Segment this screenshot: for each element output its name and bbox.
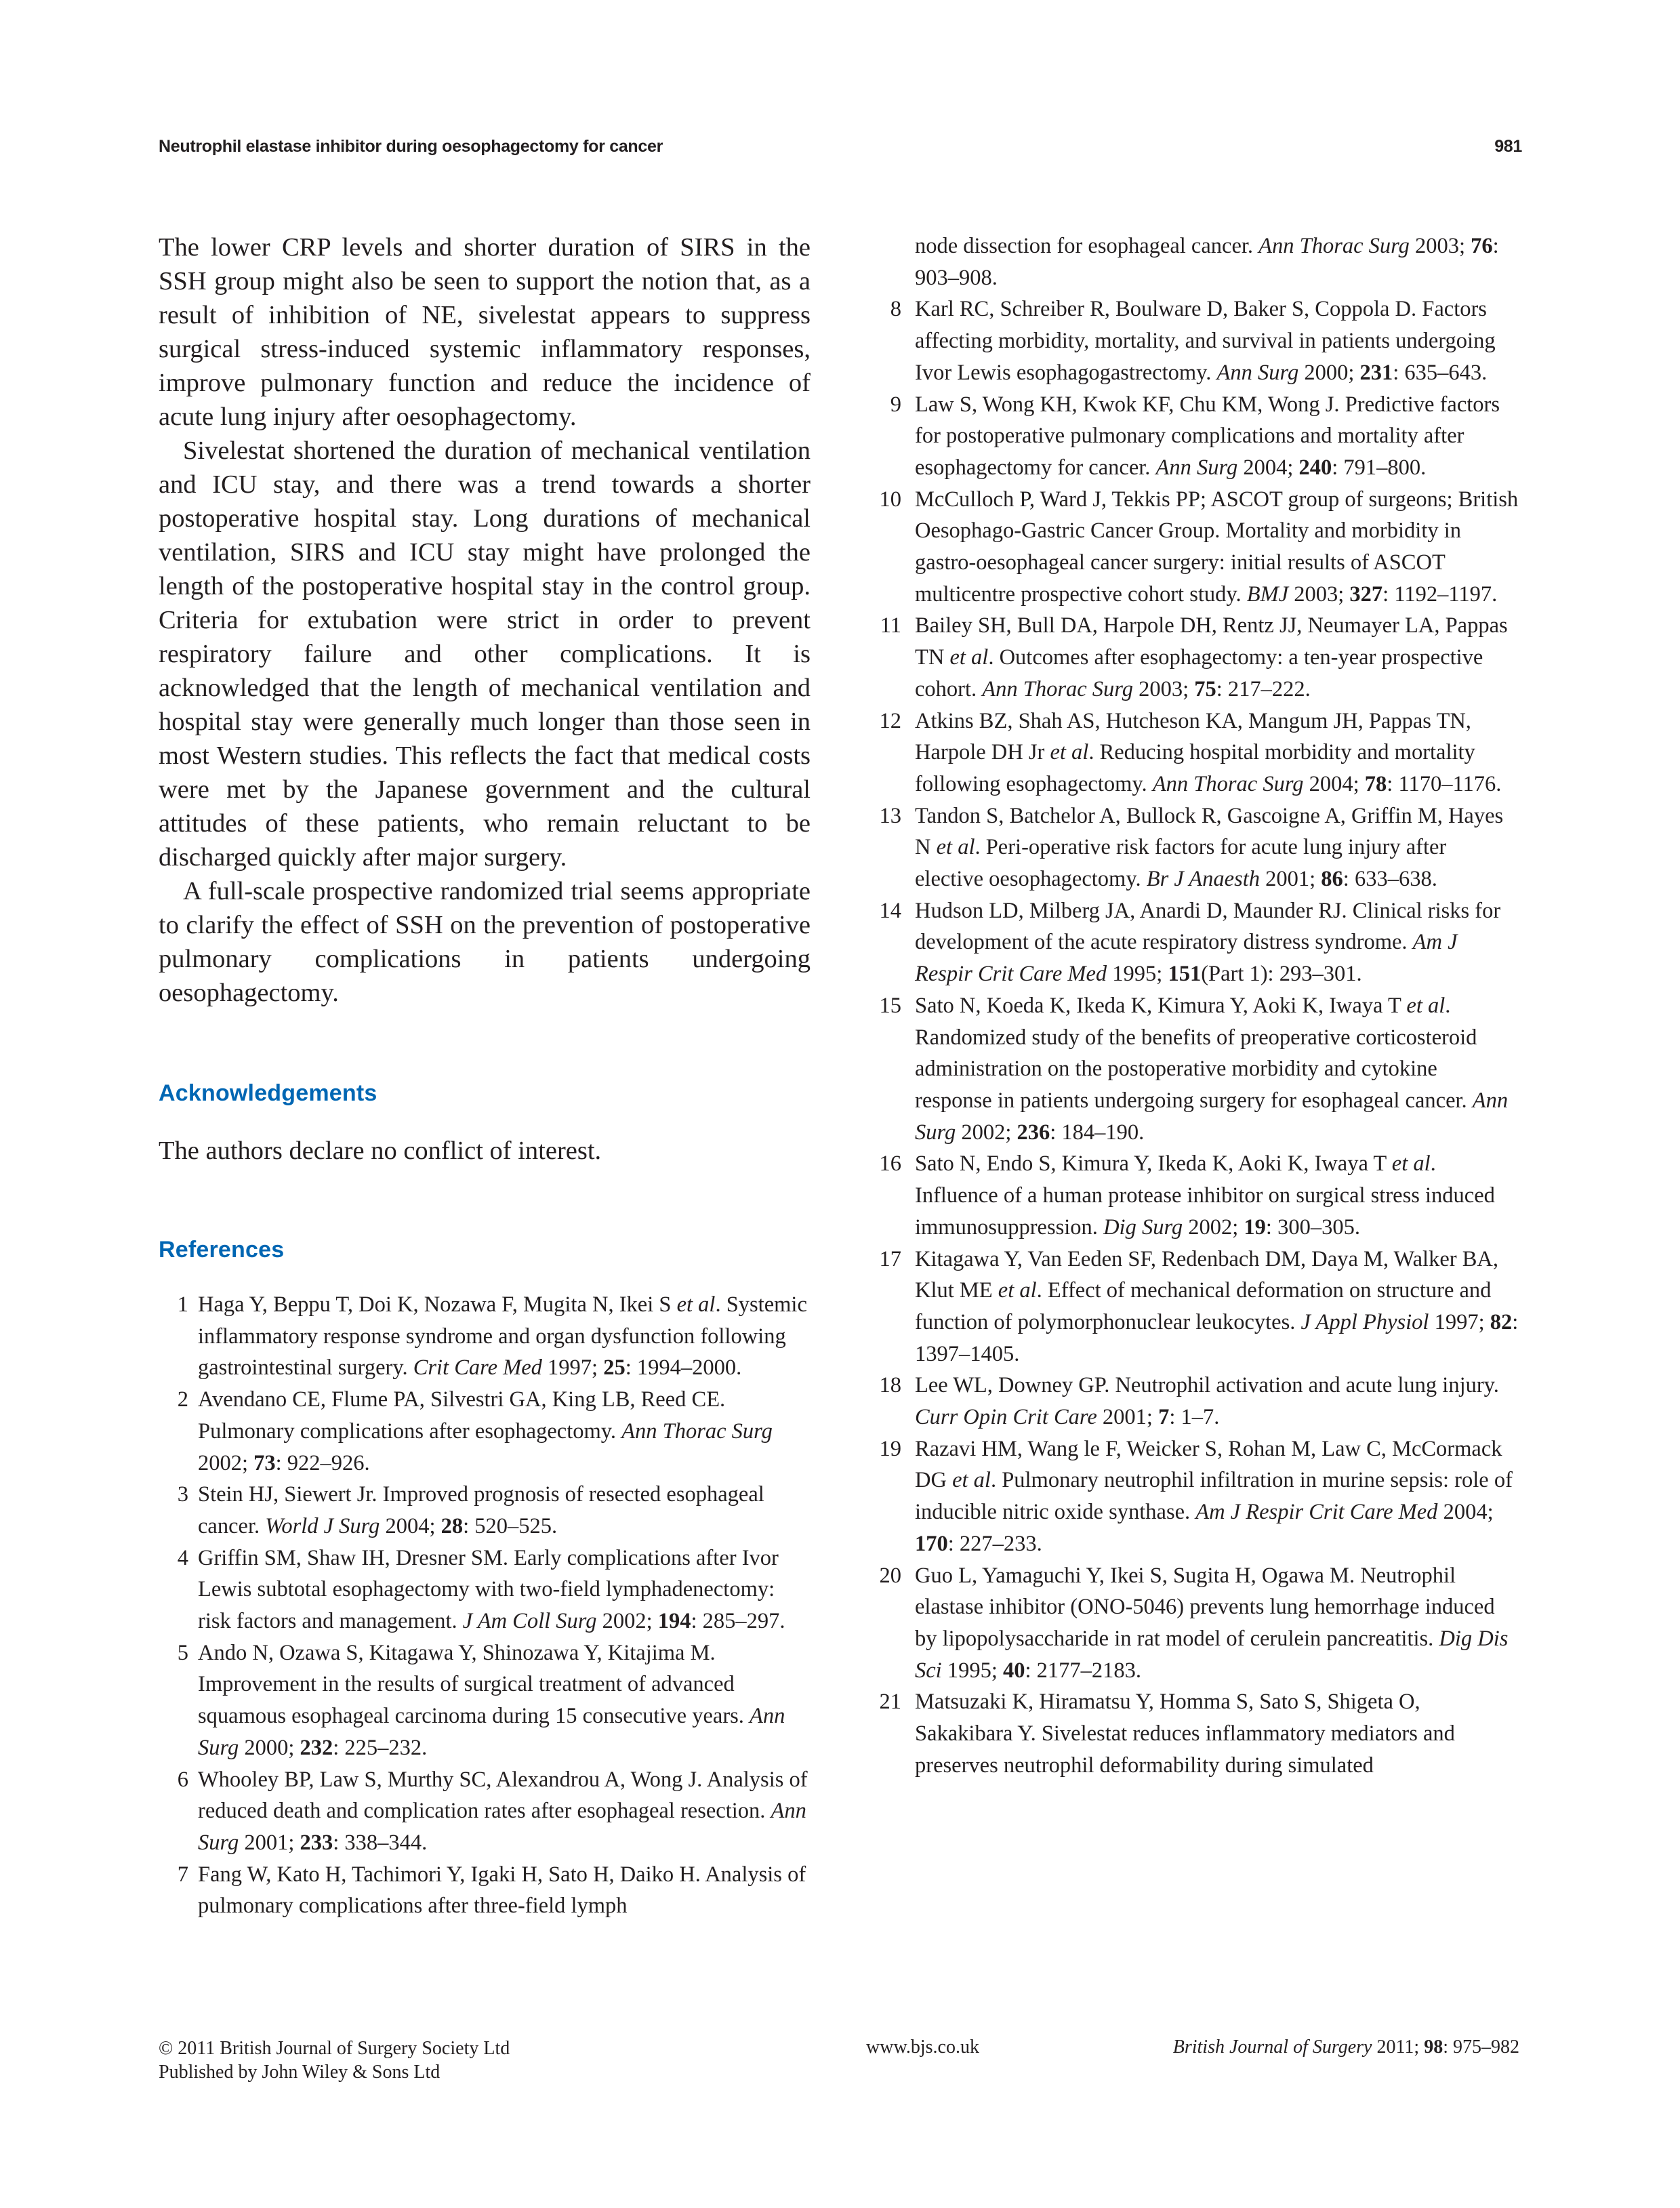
journal-name: Ann Thorac Surg: [982, 676, 1133, 701]
journal-name: Br J Anaesth: [1146, 867, 1261, 892]
journal-name: Ann Thorac Surg: [1152, 771, 1304, 796]
reference-volume: 25: [603, 1355, 626, 1381]
reference-text: [915, 389, 1519, 484]
reference-title: Analysis of reduced death and complication rates after esophageal resection.: [198, 1767, 808, 1824]
reference-text: [915, 706, 1519, 800]
reference-pages: : 1–7.: [1169, 1405, 1220, 1430]
reference-volume: 236: [1017, 1120, 1050, 1145]
reference-authors: Lee WL, Downey GP.: [915, 1373, 1110, 1398]
reference-number: 8: [890, 297, 901, 322]
reference-item: [159, 1859, 811, 1922]
reference-pages: : 227–233.: [947, 1531, 1042, 1556]
reference-number: 18: [879, 1373, 901, 1398]
reference-number: 19: [879, 1436, 901, 1461]
et-al: et al: [676, 1292, 716, 1317]
reference-pages: : 520–525.: [463, 1513, 558, 1538]
reference-volume: 231: [1359, 360, 1393, 385]
reference-authors: Griffin SM, Shaw IH, Dresner SM.: [198, 1545, 508, 1570]
reference-year: 2003;: [1132, 676, 1195, 701]
reference-text: [198, 1859, 811, 1922]
reference-year: 2002;: [1183, 1214, 1244, 1240]
reference-title: Improved prognosis of resected esophageal cancer.: [198, 1482, 764, 1538]
reference-text: [198, 1764, 811, 1859]
reference-text: [198, 1289, 811, 1384]
reference-number: 3: [177, 1482, 188, 1507]
page-number: 981: [1494, 136, 1522, 156]
reference-text: [915, 895, 1519, 990]
reference-volume: 40: [1003, 1658, 1025, 1683]
reference-authors: Kitagawa Y, Van Eeden SF, Redenbach DM, Daya M, Walker BA, Klut ME: [915, 1246, 1498, 1303]
running-title: Neutrophil elastase inhibitor during oesophagectomy for cancer: [159, 136, 663, 156]
reference-number: 15: [879, 993, 901, 1018]
reference-item: [861, 1148, 1519, 1243]
reference-text: [915, 1370, 1519, 1433]
reference-year: 2000;: [239, 1735, 300, 1760]
journal-citation: British Journal of Surgery 2011; 98: 975–982: [1172, 2037, 1519, 2058]
reference-title: . Pulmonary neutrophil infiltration in murine sepsis: role of inducible nitric oxide synthase.: [915, 1468, 1513, 1525]
reference-authors: McCulloch P, Ward J, Tekkis PP; ASCOT group of surgeons; British Oesophago-Gastric Cancer Group.: [915, 487, 1519, 544]
reference-number: 7: [177, 1862, 188, 1887]
reference-authors: Whooley BP, Law S, Murthy SC, Alexandrou A, Wong J.: [198, 1767, 703, 1792]
journal-name: Ann Surg: [198, 1704, 785, 1760]
reference-year: 2002;: [198, 1450, 254, 1475]
journal-name: Ann Surg: [1155, 455, 1238, 480]
reference-text: [198, 1542, 811, 1637]
reference-text: [915, 800, 1519, 895]
reference-number: 9: [890, 392, 901, 417]
reference-number: 13: [879, 803, 901, 828]
reference-item: [861, 610, 1519, 705]
reference-item: [159, 1384, 811, 1479]
reference-volume: 327: [1349, 581, 1383, 607]
reference-authors: Stein HJ, Siewert Jr.: [198, 1482, 377, 1507]
reference-title: Mortality and morbidity in gastro-oesophageal cancer surgery: initial results of ASCOT multicentre prospective cohort study.: [915, 518, 1462, 607]
reference-pages: : 922–926.: [275, 1450, 370, 1475]
reference-item: [861, 1686, 1519, 1781]
reference-authors: Hudson LD, Milberg JA, Anardi D, Maunder RJ.: [915, 898, 1347, 923]
reference-volume: 233: [300, 1830, 333, 1855]
reference-volume: 151: [1168, 962, 1202, 987]
reference-item: [159, 1289, 811, 1384]
left-column: [159, 230, 811, 1922]
reference-volume: 86: [1321, 867, 1343, 892]
reference-year: 2001;: [1097, 1405, 1159, 1430]
volume: 76: [1471, 234, 1493, 258]
reference-text: [915, 1686, 1519, 1781]
et-al: et al: [949, 645, 989, 670]
reference-title: Analysis of pulmonary complications after three-field lymph: [198, 1862, 806, 1919]
journal-name: British Journal of Surgery: [1172, 2037, 1372, 2058]
reference-text: [915, 610, 1519, 705]
right-column: [861, 230, 1519, 1781]
reference-number: 6: [177, 1767, 188, 1792]
reference-pages: : 635–643.: [1393, 360, 1488, 385]
reference-item: [861, 990, 1519, 1149]
reference-pages: : 184–190.: [1050, 1120, 1145, 1145]
reference-authors: Guo L, Yamaguchi Y, Ikei S, Sugita H, Ogawa M.: [915, 1563, 1355, 1588]
reference-title: Clinical risks for development of the acute respiratory distress syndrome.: [915, 898, 1501, 955]
reference-year: 2003;: [1288, 581, 1350, 607]
reference-year: 1995;: [1107, 962, 1168, 987]
reference-year: 1995;: [941, 1658, 1003, 1683]
reference-pages: : 1170–1176.: [1387, 771, 1502, 796]
reference-year: 2002;: [596, 1609, 658, 1634]
reference-list-left: [159, 1289, 811, 1922]
reference-volume: 78: [1364, 771, 1387, 796]
et-al: et al: [998, 1278, 1037, 1303]
reference-title: Sivelestat reduces inflammatory mediators and preserves neutrophil deformability during simulated: [915, 1721, 1455, 1778]
reference-pages: : 1994–2000.: [625, 1355, 742, 1381]
reference-authors: Tandon S, Batchelor A, Bullock R, Gascoigne A, Griffin M, Hayes N: [915, 803, 1504, 860]
reference-title: Factors affecting morbidity, mortality, and survival in patients undergoing Ivor Lewis esophagogastrectomy.: [915, 297, 1496, 385]
reference-authors: Atkins BZ, Shah AS, Hutcheson KA, Mangum JH, Pappas TN, Harpole DH Jr: [915, 708, 1471, 765]
running-header: [159, 133, 1522, 160]
reference-pages: : 1192–1197.: [1382, 581, 1498, 607]
reference-item: [861, 1370, 1519, 1433]
reference-item: [861, 484, 1519, 611]
reference-volume: 75: [1194, 676, 1216, 701]
reference-authors: Fang W, Kato H, Tachimori Y, Igaki H, Sato H, Daiko H.: [198, 1862, 701, 1887]
et-al: et al: [1391, 1151, 1431, 1177]
reference-text: [198, 1479, 811, 1542]
reference-pages: (Part 1): 293–301.: [1201, 962, 1362, 987]
reference-text: [915, 484, 1519, 611]
reference-year: 1997;: [541, 1355, 604, 1381]
reference-pages: : 1397–1405.: [915, 1309, 1519, 1366]
reference-volume: 240: [1298, 455, 1332, 480]
reference-continuation: node dissection for esophageal cancer. Ann Thorac Surg 2003; 76: 903–908.: [915, 234, 1499, 290]
reference-authors: Matsuzaki K, Hiramatsu Y, Homma S, Sato S, Shigeta O, Sakakibara Y.: [915, 1690, 1420, 1746]
reference-number: 20: [879, 1563, 901, 1588]
reference-title: . Outcomes after esophagectomy: a ten-year prospective cohort.: [915, 645, 1483, 701]
reference-title: . Effect of mechanical deformation on structure and function of polymorphonuclear leukocytes.: [915, 1278, 1492, 1334]
reference-number: 2: [177, 1387, 188, 1412]
reference-number: 12: [879, 708, 901, 733]
et-al: et al: [936, 835, 975, 860]
reference-year: 2002;: [956, 1120, 1017, 1145]
reference-text: [198, 1384, 811, 1479]
paragraph: The lower CRP levels and shorter duration of SIRS in the SSH group might also be seen to support the notion that, as a result of inhibition of NE, sivelestat appears to suppress surgical stress-induced systemic inflammatory responses, improve pulmonary function and reduce the incidence of acute lung injury after oesophagectomy.: [159, 233, 811, 431]
paragraph: A full-scale prospective randomized trial seems appropriate to clarify the effect of SSH on the prevention of postoperative pulmonary complications in patients undergoing oesophagectomy.: [159, 877, 811, 1007]
reference-number: 16: [879, 1151, 901, 1177]
reference-item: [861, 389, 1519, 484]
reference-authors: Sato N, Endo S, Kimura Y, Ikeda K, Aoki K, Iwaya T: [915, 1151, 1392, 1177]
reference-pages: : 338–344.: [333, 1830, 428, 1855]
reference-text: [915, 1148, 1519, 1243]
reference-text: [915, 990, 1519, 1149]
reference-item: [159, 1637, 811, 1764]
journal-name: Dig Dis Sci: [915, 1626, 1509, 1683]
reference-volume: 19: [1244, 1214, 1266, 1240]
reference-authors: Bailey SH, Bull DA, Harpole DH, Rentz JJ, Neumayer LA, Pappas TN: [915, 613, 1508, 670]
journal-name: J Am Coll Surg: [462, 1609, 597, 1634]
reference-authors: Haga Y, Beppu T, Doi K, Nozawa F, Mugita N, Ikei S: [198, 1292, 677, 1317]
reference-pages: : 285–297.: [691, 1609, 785, 1634]
reference-year: 2001;: [1260, 867, 1322, 892]
reference-authors: Ando N, Ozawa S, Kitagawa Y, Shinozawa Y, Kitajima M.: [198, 1640, 716, 1665]
journal-url-link[interactable]: www.bjs.co.uk: [866, 2037, 979, 2058]
reference-item: [159, 1479, 811, 1542]
et-al: et al: [1050, 740, 1089, 765]
reference-number: 1: [177, 1292, 188, 1317]
reference-title: Pulmonary complications after esophagectomy.: [198, 1418, 622, 1444]
reference-pages: : 225–232.: [333, 1735, 428, 1760]
reference-title: Neutrophil elastase inhibitor (ONO-5046) prevents lung hemorrhage induced by lipopolysaccharide in rat model of cerulein pancreatitis.: [915, 1563, 1495, 1651]
reference-pages: : 791–800.: [1332, 455, 1427, 480]
reference-item: [861, 1244, 1519, 1370]
acknowledgements-heading: Acknowledgements: [159, 1080, 377, 1106]
reference-number: 5: [177, 1640, 188, 1665]
reference-item: [159, 1542, 811, 1637]
journal-name: J Appl Physiol: [1300, 1309, 1429, 1334]
reference-number: 21: [879, 1690, 901, 1715]
reference-title: . Systemic inflammatory response syndrome and organ dysfunction following gastrointestinal surgery.: [198, 1292, 807, 1381]
reference-pages: : 2177–2183.: [1025, 1658, 1142, 1683]
reference-year: 2000;: [1298, 360, 1360, 385]
reference-item: [861, 706, 1519, 800]
journal-name: Am J Respir Crit Care Med: [1195, 1500, 1438, 1525]
reference-volume: 82: [1490, 1309, 1513, 1334]
footer-copyright: [159, 2037, 510, 2084]
reference-title: . Randomized study of the benefits of preoperative corticosteroid administration on the postoperative morbidity and cytokine response in patients undergoing surgery for esophageal cancer.: [915, 993, 1477, 1113]
reference-title: Neutrophil activation and acute lung injury.: [1109, 1373, 1499, 1398]
journal-name: Ann Thorac Surg: [621, 1418, 773, 1444]
journal-name: Crit Care Med: [413, 1355, 542, 1381]
reference-year: 2004;: [380, 1513, 441, 1538]
journal-name: Dig Surg: [1103, 1214, 1183, 1240]
journal-name: Curr Opin Crit Care: [915, 1405, 1097, 1430]
reference-title: Predictive factors for postoperative pulmonary complications and mortality after esophagectomy for cancer.: [915, 392, 1500, 480]
reference-list-right: [861, 293, 1519, 1781]
reference-title: . Peri-operative risk factors for acute lung injury after elective oesophagectomy.: [915, 835, 1447, 892]
references-heading: References: [159, 1237, 285, 1263]
reference-volume: 194: [657, 1609, 691, 1634]
reference-volume: 232: [300, 1735, 333, 1760]
reference-year: 2001;: [239, 1830, 300, 1855]
reference-number: 17: [879, 1246, 901, 1271]
reference-authors: Karl RC, Schreiber R, Boulware D, Baker S, Coppola D.: [915, 297, 1417, 322]
journal-name: World J Surg: [265, 1513, 380, 1538]
reference-pages: : 300–305.: [1265, 1214, 1360, 1240]
paragraph: Sivelestat shortened the duration of mechanical ventilation and ICU stay, and there was a trend towards a shorter postoperative hospital stay. Long durations of mechanical ventilation, SIRS and ICU stay might have prolonged the length of the postoperative hospital stay in the control group. Criteria for extubation were strict in order to prevent respiratory failure and other complications. It is acknowledged that the length of mechanical ventilation and hospital stay were generally much longer than those seen in most Western studies. This reflects the fact that medical costs were met by the Japanese government and the cultural attitudes of these patients, who remain reluctant to be discharged quickly after major surgery.: [159, 436, 811, 872]
reference-item: [159, 1764, 811, 1859]
journal-name: Am J Respir Crit Care Med: [915, 930, 1458, 987]
reference-authors: Avendano CE, Flume PA, Silvestri GA, King LB, Reed CE.: [198, 1387, 726, 1412]
reference-text: [915, 1433, 1519, 1560]
reference-volume: 28: [441, 1513, 464, 1538]
reference-authors: Law S, Wong KH, Kwok KF, Chu KM, Wong J.: [915, 392, 1340, 417]
reference-text: [915, 293, 1519, 388]
reference-authors: Razavi HM, Wang le F, Weicker S, Rohan M, Law C, McCormack DG: [915, 1436, 1502, 1493]
reference-number: 11: [880, 613, 901, 638]
publisher-line: Published by John Wiley & Sons Ltd: [159, 2062, 441, 2083]
journal-name: Ann Surg: [1216, 360, 1299, 385]
reference-item: [861, 1433, 1519, 1560]
acknowledgements-text: The authors declare no conflict of interest.: [159, 1137, 602, 1165]
reference-authors: Sato N, Koeda K, Ikeda K, Kimura Y, Aoki K, Iwaya T: [915, 993, 1407, 1018]
reference-title: . Reducing hospital morbidity and mortality following esophagectomy.: [915, 740, 1475, 796]
reference-year: 2004;: [1303, 771, 1365, 796]
reference-volume: 7: [1158, 1405, 1170, 1430]
reference-item: [861, 293, 1519, 388]
reference-text: [915, 1560, 1519, 1687]
journal-name: Ann Surg: [915, 1088, 1509, 1145]
journal-name: BMJ: [1246, 581, 1289, 607]
reference-title: Improvement in the results of surgical treatment of advanced squamous esophageal carcinoma during 15 consecutive years.: [198, 1672, 750, 1729]
reference-item: [861, 895, 1519, 990]
reference-text: [915, 1244, 1519, 1370]
et-al: et al: [952, 1468, 991, 1493]
reference-item: [861, 1560, 1519, 1687]
journal-name: Ann Surg: [198, 1799, 806, 1855]
reference-pages: : 633–638.: [1343, 867, 1437, 892]
journal-name: Ann Thorac Surg: [1258, 234, 1410, 258]
reference-item: [861, 800, 1519, 895]
reference-year: 1997;: [1429, 1309, 1490, 1334]
reference-title: Early complications after Ivor Lewis subtotal esophagectomy with two-field lymphadenectomy: risk factors and management.: [198, 1545, 779, 1634]
reference-year: 2004;: [1237, 455, 1299, 480]
reference-volume: 73: [253, 1450, 276, 1475]
reference-number: 10: [879, 487, 901, 512]
reference-year: 2004;: [1437, 1500, 1494, 1525]
reference-pages: : 217–222.: [1216, 676, 1311, 701]
reference-number: 14: [879, 898, 901, 923]
et-al: et al: [1406, 993, 1446, 1018]
reference-volume: 170: [915, 1531, 948, 1556]
copyright-line: © 2011 British Journal of Surgery Society Ltd: [159, 2038, 510, 2059]
reference-title: . Influence of a human protease inhibitor on surgical stress induced immunosuppression.: [915, 1151, 1495, 1240]
discussion-text: [159, 230, 811, 1010]
reference-number: 4: [177, 1545, 188, 1570]
reference-text: [198, 1637, 811, 1764]
